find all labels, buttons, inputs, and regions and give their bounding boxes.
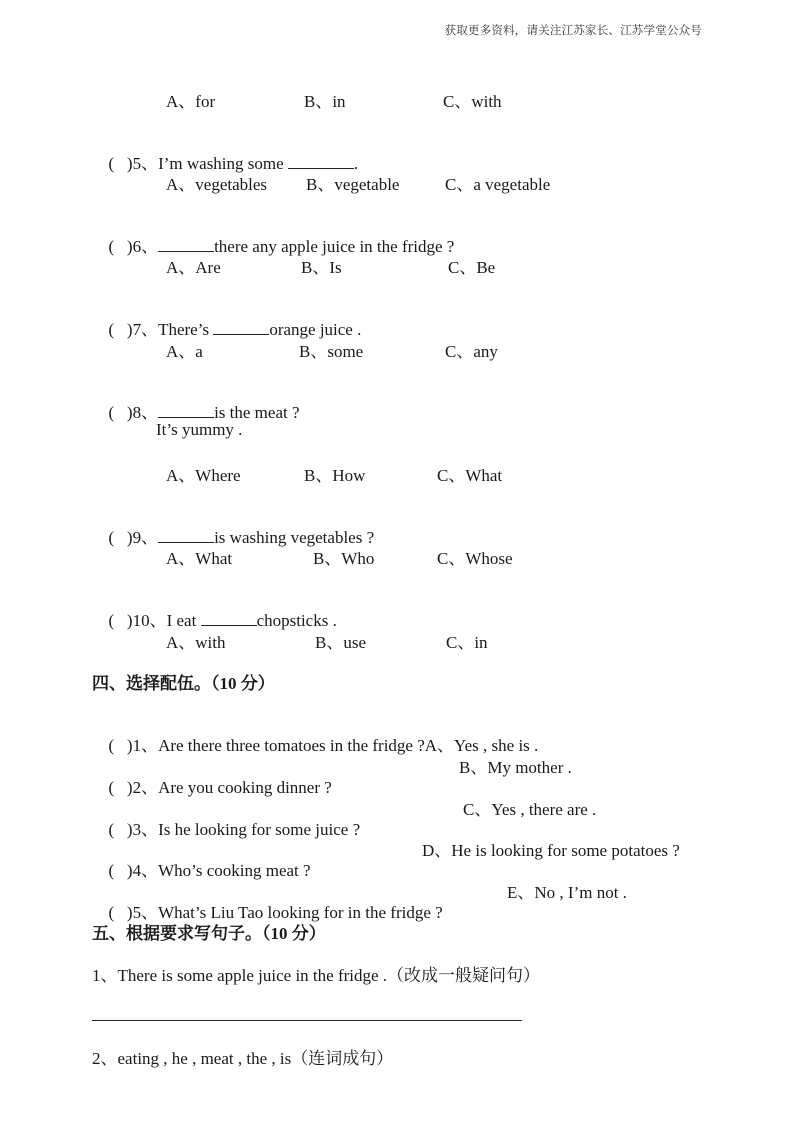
match-question: 5、What’s Liu Tao looking for in the fridge ? bbox=[132, 903, 443, 922]
match-answer: A、Yes , she is . bbox=[424, 736, 539, 755]
match-row-2 bbox=[100, 753, 332, 798]
q8-option-b: B、How bbox=[304, 466, 366, 485]
fill-blank[interactable] bbox=[288, 154, 354, 169]
match-answer-b: B、My mother . bbox=[459, 758, 572, 777]
q6-option-b: B、Is bbox=[301, 258, 342, 277]
q8-reply: It’s yummy . bbox=[156, 420, 243, 439]
q4-option-b: B、in bbox=[304, 92, 346, 111]
question-number: 5、 bbox=[132, 154, 159, 173]
q9-option-b: B、Who bbox=[313, 549, 375, 568]
answer-paren[interactable]: ( ) bbox=[108, 528, 133, 547]
question-10 bbox=[100, 586, 337, 631]
q7-option-c: C、any bbox=[445, 342, 498, 361]
match-answer-d: D、He is looking for some potatoes ? bbox=[422, 841, 680, 860]
question-text-pre: I eat bbox=[166, 611, 201, 630]
answer-paren[interactable]: ( ) bbox=[108, 861, 133, 880]
question-number: 7、 bbox=[132, 320, 159, 339]
question-number: 8、 bbox=[132, 403, 159, 422]
question-text-post: orange juice . bbox=[269, 320, 362, 339]
question-text-post: there any apple juice in the fridge ? bbox=[214, 237, 455, 256]
question-number: 9、 bbox=[132, 528, 159, 547]
question-7 bbox=[100, 295, 361, 340]
answer-paren[interactable]: ( ) bbox=[108, 237, 133, 256]
match-row-3 bbox=[100, 795, 360, 840]
q4-option-a: A、for bbox=[166, 92, 216, 111]
question-9 bbox=[100, 503, 374, 548]
match-question: 3、Is he looking for some juice ? bbox=[132, 820, 361, 839]
q6-option-c: C、Be bbox=[448, 258, 496, 277]
answer-paren[interactable]: ( ) bbox=[108, 736, 133, 755]
q6-option-a: A、Are bbox=[166, 258, 221, 277]
question-text-post: . bbox=[353, 154, 359, 173]
question-text-post: is washing vegetables ? bbox=[214, 528, 375, 547]
match-row-5 bbox=[100, 878, 443, 923]
answer-paren[interactable]: ( ) bbox=[108, 320, 133, 339]
match-row-4 bbox=[100, 836, 311, 881]
q8-option-a: A、Where bbox=[166, 466, 241, 485]
match-question: 2、Are you cooking dinner ? bbox=[132, 778, 332, 797]
question-number: 6、 bbox=[132, 237, 159, 256]
match-question: 4、Who’s cooking meat ? bbox=[132, 861, 311, 880]
fill-blank[interactable] bbox=[213, 320, 269, 335]
question-text-pre: There’s bbox=[158, 320, 214, 339]
rewrite-question-1: 1、There is some apple juice in the fridge .（改成一般疑问句） bbox=[92, 966, 541, 985]
q7-option-b: B、some bbox=[299, 342, 364, 361]
match-answer-c: C、Yes , there are . bbox=[463, 800, 597, 819]
question-text-pre: I’m washing some bbox=[158, 154, 288, 173]
q10-option-a: A、with bbox=[166, 633, 226, 652]
fill-blank[interactable] bbox=[201, 611, 257, 626]
match-answer-e: E、No , I’m not . bbox=[507, 883, 627, 902]
section-4-title: 四、选择配伍。（10 分） bbox=[92, 674, 275, 693]
question-text-post: chopsticks . bbox=[256, 611, 337, 630]
fill-blank[interactable] bbox=[158, 528, 214, 543]
answer-paren[interactable]: ( ) bbox=[108, 820, 133, 839]
question-text-post: is the meat ? bbox=[214, 403, 300, 422]
page-header-note: 获取更多资料，请关注江苏家长、江苏学堂公众号 bbox=[444, 25, 702, 37]
match-row-1 bbox=[100, 711, 538, 756]
match-question: 1、Are there three tomatoes in the fridge ? bbox=[132, 736, 425, 755]
q4-option-c: C、with bbox=[443, 92, 502, 111]
rewrite-question-2: 2、eating , he , meat , the , is（连词成句） bbox=[92, 1049, 394, 1068]
answer-paren[interactable]: ( ) bbox=[108, 611, 133, 630]
question-5 bbox=[100, 129, 358, 174]
answer-paren[interactable]: ( ) bbox=[108, 903, 133, 922]
answer-paren[interactable]: ( ) bbox=[108, 154, 133, 173]
q5-option-b: B、vegetable bbox=[306, 175, 400, 194]
section-5-title: 五、根据要求写句子。（10 分） bbox=[92, 924, 326, 943]
question-6 bbox=[100, 212, 454, 257]
answer-paren[interactable]: ( ) bbox=[108, 778, 133, 797]
q7-option-a: A、a bbox=[166, 342, 203, 361]
q5-option-c: C、a vegetable bbox=[445, 175, 551, 194]
q9-option-c: C、Whose bbox=[437, 549, 513, 568]
q10-option-b: B、use bbox=[315, 633, 366, 652]
answer-paren[interactable]: ( ) bbox=[108, 403, 133, 422]
fill-blank[interactable] bbox=[158, 237, 214, 252]
q10-option-c: C、in bbox=[446, 633, 488, 652]
answer-line[interactable] bbox=[92, 1020, 522, 1021]
q5-option-a: A、vegetables bbox=[166, 175, 268, 194]
q8-option-c: C、What bbox=[437, 466, 503, 485]
fill-blank[interactable] bbox=[158, 403, 214, 418]
q9-option-a: A、What bbox=[166, 549, 233, 568]
question-8 bbox=[100, 378, 300, 423]
question-number: 10、 bbox=[132, 611, 167, 630]
